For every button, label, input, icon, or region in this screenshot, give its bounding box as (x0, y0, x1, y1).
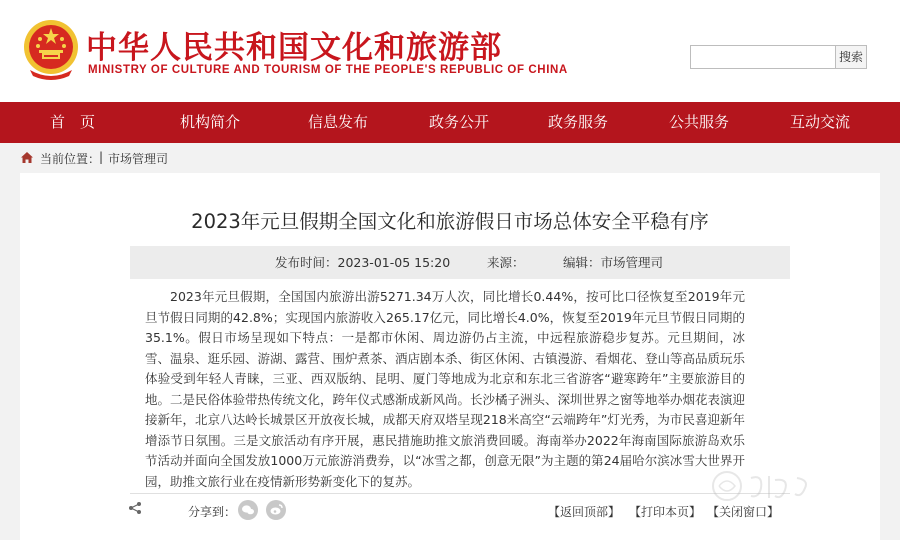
breadcrumb-separator: | (99, 150, 104, 164)
article-title: 2023年元旦假期全国文化和旅游假日市场总体安全平稳有序 (191, 210, 709, 233)
share-icon[interactable] (128, 501, 142, 515)
close-window-link[interactable]: 【关闭窗口】 (707, 505, 780, 519)
article-source: 来源： (487, 255, 525, 270)
nav-item-news[interactable]: 信息发布 (308, 113, 369, 131)
nav-item-interaction[interactable]: 互动交流 (790, 113, 851, 131)
wechat-icon[interactable] (238, 500, 258, 520)
print-page-link[interactable]: 【打印本页】 (629, 505, 702, 519)
weibo-icon[interactable] (266, 500, 286, 520)
breadcrumb-link-market-dept[interactable]: 市场管理司 (108, 152, 169, 166)
nav-item-public-service[interactable]: 公共服务 (669, 113, 730, 131)
publish-time: 发布时间：2023-01-05 15:20 (275, 255, 451, 270)
article-body: 2023年元旦假期，全国国内旅游出游5271.34万人次，同比增长0.44%，按可比口径恢复至2019年元旦节假日同期的42.8%；实现国内旅游收入265.17亿元，同比增长4.0%，恢复至2019年元旦节假日同期的35.1%。假日市场呈现如下特点：一是都市休闲、周边游仍占主流，中远程旅游稳步复苏。元旦期间，冰雪、温泉、逛乐园、游湖、露营、围炉煮茶、酒店剧本杀、街区休闲、古镇漫游、看烟花、登山等高品质玩乐体验受到年轻人青睐，三亚、西双版纳、昆明、厦门等地成为北京和东北三省游客“避寒跨年”主要旅游目的地。二是民俗体验带热传统文化，跨年仪式感渐成新风尚。长沙橘子洲头、深圳世界之窗等地举办烟花表演迎接新年，北京八达岭长城景区开放夜长城，成都天府双塔呈现218米高空“云端跨年”灯光秀，为市民喜迎新年增添节日氛围。三是文旅活动有序开展，惠民措施助推文旅消费回暖。海南举办2022年海南国际旅游岛欢乐节活动并面向全国发放1000万元旅游消费券，以“冰雪之都，创意无限”为主题的第24届哈尔滨冰雪大世界开园，助推文旅行业在疫情新形势新变化下的复苏。 (145, 289, 746, 489)
footer-divider (130, 493, 790, 494)
nav-item-about[interactable]: 机构简介 (180, 113, 241, 131)
watermark-logo-icon (705, 466, 825, 506)
nav-item-home[interactable]: 首 页 (50, 113, 96, 131)
nav-item-open-gov[interactable]: 政务公开 (429, 113, 490, 131)
main-nav (0, 102, 900, 143)
site-title-en: MINISTRY OF CULTURE AND TOURISM OF THE PEOPLE'S REPUBLIC OF CHINA (88, 64, 568, 76)
home-icon (20, 151, 34, 164)
article-editor: 编辑：市场管理司 (563, 255, 664, 270)
back-to-top-link[interactable]: 【返回顶部】 (548, 505, 621, 519)
site-title-cn: 中华人民共和国文化和旅游部 (86, 30, 502, 66)
site-header (0, 0, 900, 102)
search-button[interactable]: 搜索 (835, 45, 867, 69)
national-emblem-icon (22, 18, 80, 80)
share-label: 分享到： (188, 505, 237, 519)
search-input[interactable] (690, 45, 836, 69)
article-meta-bar (130, 246, 790, 279)
breadcrumb-label: 当前位置： (40, 152, 101, 166)
nav-item-gov-service[interactable]: 政务服务 (548, 113, 609, 131)
